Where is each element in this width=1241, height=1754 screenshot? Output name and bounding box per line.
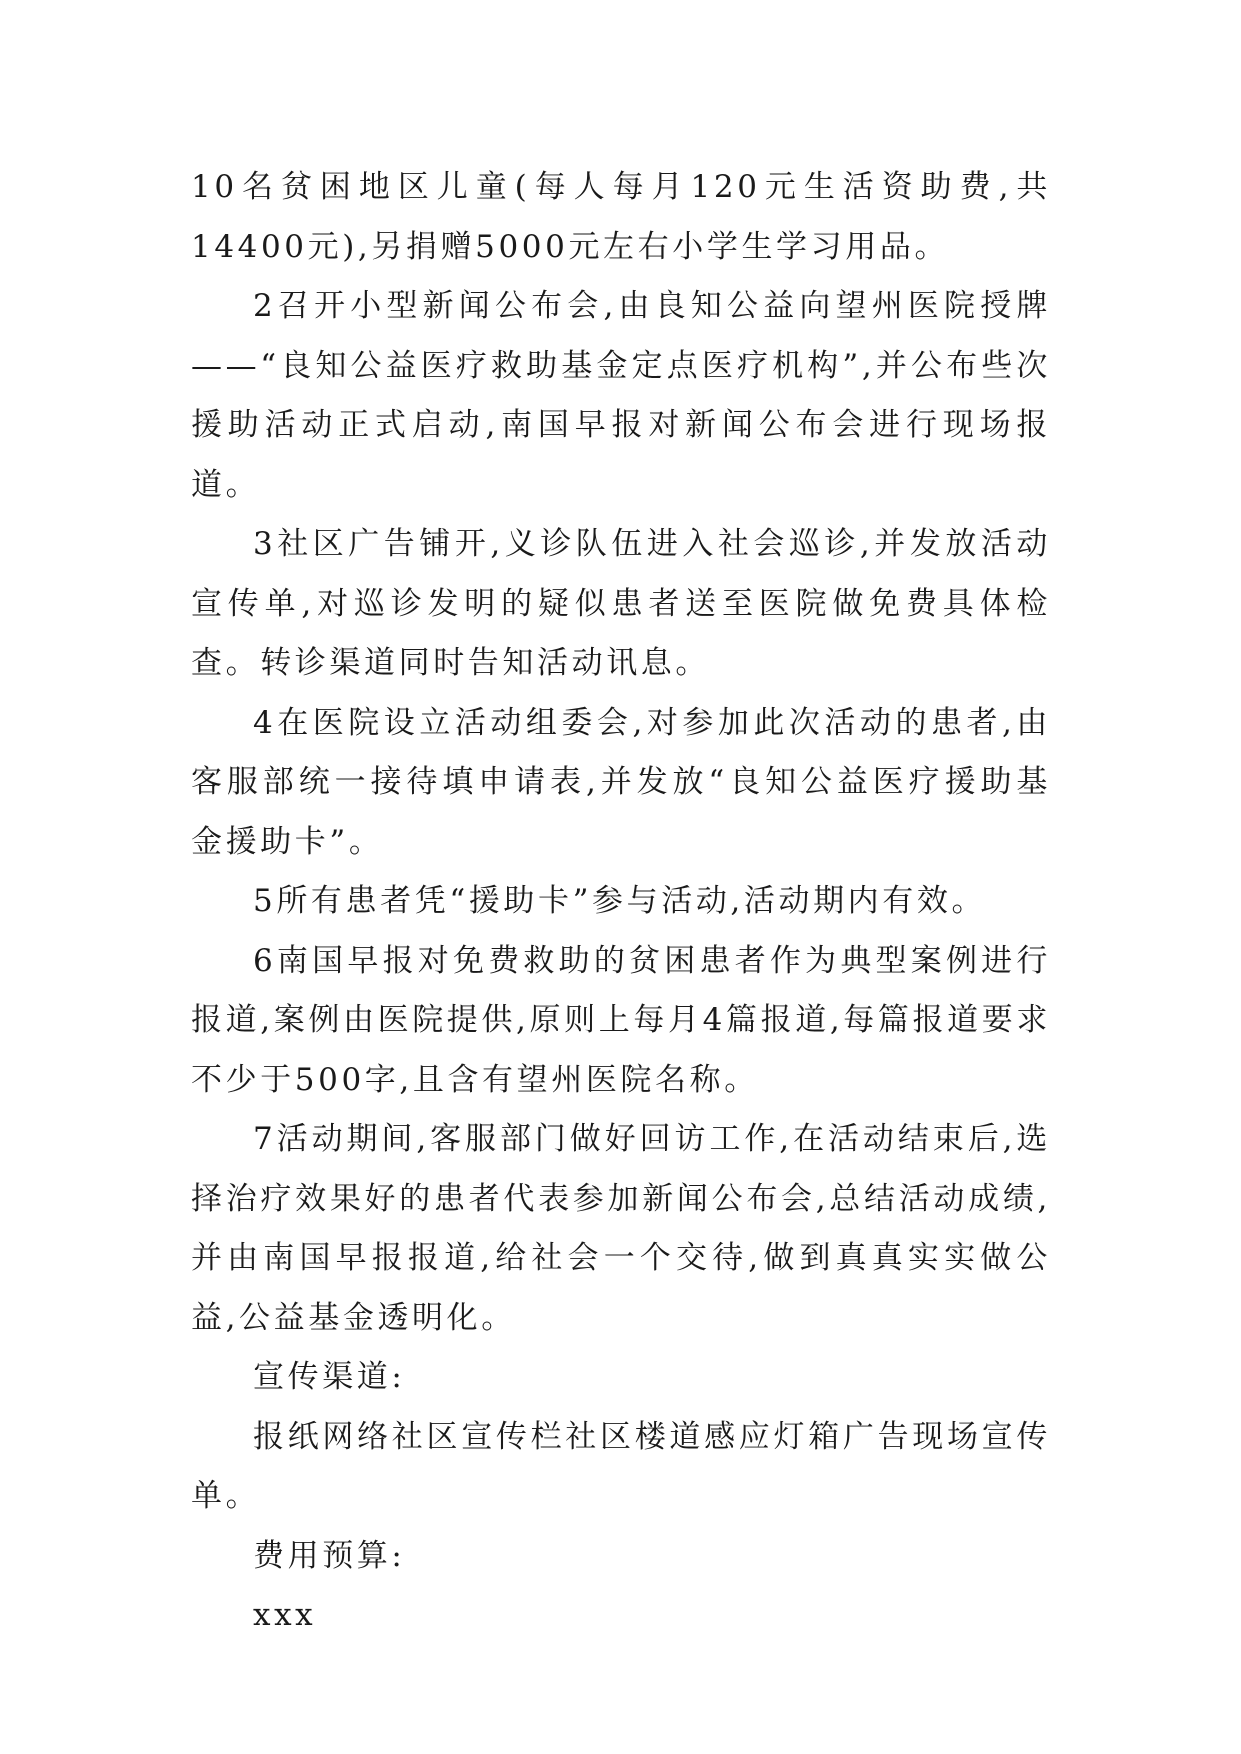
section-heading-budget: 费用预算: [253, 1537, 406, 1574]
paragraph-budget-value: xxx [253, 1597, 317, 1633]
paragraph-item-3: 3社区广告铺开,义诊队伍进入社会巡诊,并发放活动宣传单,对巡诊发明的疑似患者送至医院做免费具体检查。转诊渠道同时告知活动讯息。 [191, 526, 1051, 681]
paragraph-continuation: 10名贫困地区儿童(每人每月120元生活资助费,共14400元),另捐赠5000元左右小学生学习用品。 [191, 169, 1051, 265]
paragraph-publicity-channels: 报纸网络社区宣传栏社区楼道感应灯箱广告现场宣传单。 [191, 1418, 1051, 1514]
paragraph-item-7: 7活动期间,客服部门做好回访工作,在活动结束后,选择治疗效果好的患者代表参加新闻公布会,总结活动成绩,并由南国早报报道,给社会一个交待,做到真真实实做公益,公益基金透明化。 [191, 1121, 1051, 1336]
document-body [191, 158, 1051, 1646]
paragraph-item-4: 4在医院设立活动组委会,对参加此次活动的患者,由客服部统一接待填申请表,并发放“良知公益医疗援助基金援助卡”。 [191, 704, 1051, 860]
paragraph-item-2: 2召开小型新闻公布会,由良知公益向望州医院授牌——“良知公益医疗救助基金定点医疗机构”,并公布些次援助活动正式启动,南国早报对新闻公布会进行现场报道。 [191, 288, 1051, 503]
paragraph-item-5: 5所有患者凭“援助卡”参与活动,活动期内有效。 [253, 883, 987, 919]
paragraph-item-6: 6南国早报对免费救助的贫困患者作为典型案例进行报道,案例由医院提供,原则上每月4篇报道,每篇报道要求不少于500字,且含有望州医院名称。 [191, 942, 1051, 1098]
section-heading-publicity-channels: 宣传渠道: [253, 1359, 406, 1395]
